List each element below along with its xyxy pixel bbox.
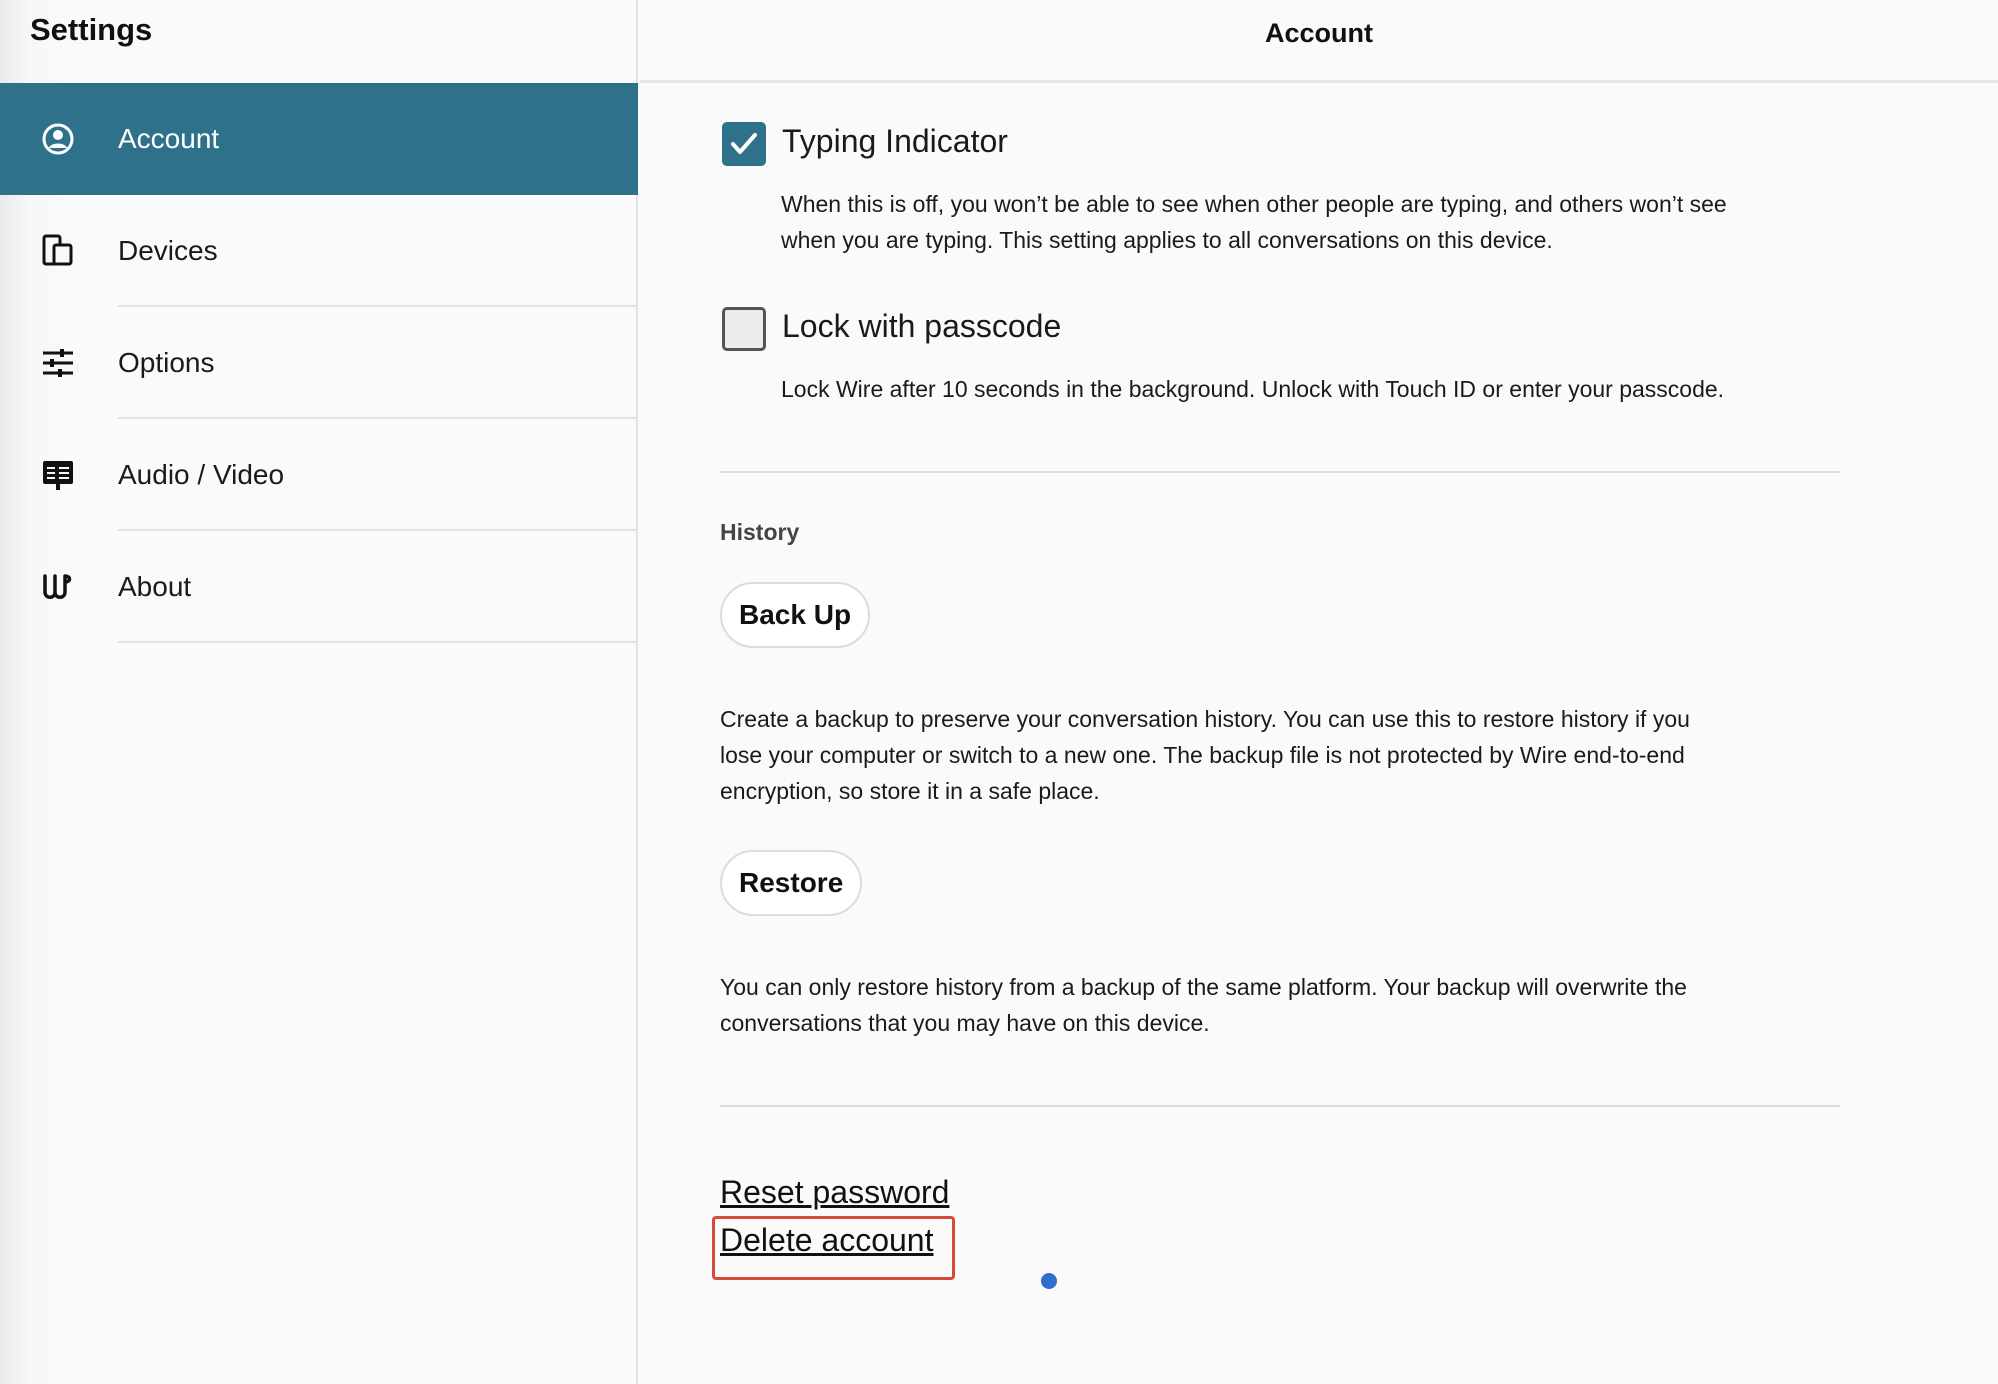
reset-password-link[interactable]: Reset password bbox=[720, 1174, 950, 1210]
sidebar-item-label: About bbox=[118, 571, 192, 602]
content-header bbox=[640, 0, 1998, 83]
backup-desc-line1: Create a backup to preserve your conversation history. You can use this to restore history if you bbox=[720, 706, 1690, 732]
backup-button[interactable]: Back Up bbox=[720, 582, 870, 648]
wire-logo-icon bbox=[40, 569, 76, 605]
typing-indicator-desc-line2: when you are typing. This setting applies to all conversations on this device. bbox=[781, 227, 1553, 253]
backup-desc-line3: encryption, so store it in a safe place. bbox=[720, 778, 1100, 804]
sidebar-item-audio-video[interactable] bbox=[0, 419, 638, 531]
sidebar-item-about[interactable] bbox=[0, 531, 638, 643]
divider bbox=[720, 471, 1840, 473]
lock-passcode-title: Lock with passcode bbox=[782, 308, 1062, 344]
sidebar-item-label: Options bbox=[118, 347, 215, 378]
devices-icon bbox=[40, 233, 76, 269]
delete-account-link[interactable]: Delete account bbox=[720, 1222, 934, 1258]
typing-indicator-desc-line1: When this is off, you won’t be able to see when other people are typing, and others won’t see bbox=[781, 191, 1727, 217]
history-section-label: History bbox=[720, 519, 800, 545]
sliders-icon bbox=[40, 345, 76, 381]
backup-desc-line2: lose your computer or switch to a new one. The backup file is not protected by Wire end-to-end bbox=[720, 742, 1685, 768]
sidebar-item-options[interactable] bbox=[0, 307, 638, 419]
highlight-box bbox=[712, 1216, 955, 1280]
sidebar-item-label: Devices bbox=[118, 235, 218, 266]
settings-sidebar bbox=[0, 0, 638, 1384]
divider bbox=[118, 641, 638, 643]
lock-passcode-checkbox[interactable] bbox=[722, 307, 766, 351]
sidebar-item-account[interactable] bbox=[0, 83, 638, 195]
checkmark-icon bbox=[725, 125, 763, 163]
sidebar-item-label: Audio / Video bbox=[118, 459, 285, 490]
cursor-indicator bbox=[1041, 1273, 1057, 1289]
restore-desc-line2: conversations that you may have on this device. bbox=[720, 1010, 1210, 1036]
sidebar-item-devices[interactable] bbox=[0, 195, 638, 307]
audio-video-icon bbox=[40, 457, 76, 493]
account-icon bbox=[40, 121, 76, 157]
restore-desc-line1: You can only restore history from a backup of the same platform. Your backup will overwrite the bbox=[720, 974, 1687, 1000]
sidebar-title: Settings bbox=[30, 12, 153, 47]
typing-indicator-checkbox[interactable] bbox=[722, 122, 766, 166]
sidebar-item-label: Account bbox=[118, 123, 220, 154]
page-title: Account bbox=[1265, 18, 1373, 48]
sidebar-nav bbox=[0, 83, 638, 643]
divider bbox=[720, 1105, 1840, 1107]
restore-button[interactable]: Restore bbox=[720, 850, 862, 916]
typing-indicator-title: Typing Indicator bbox=[782, 123, 1008, 159]
lock-passcode-desc: Lock Wire after 10 seconds in the background. Unlock with Touch ID or enter your passcode. bbox=[781, 376, 1725, 402]
